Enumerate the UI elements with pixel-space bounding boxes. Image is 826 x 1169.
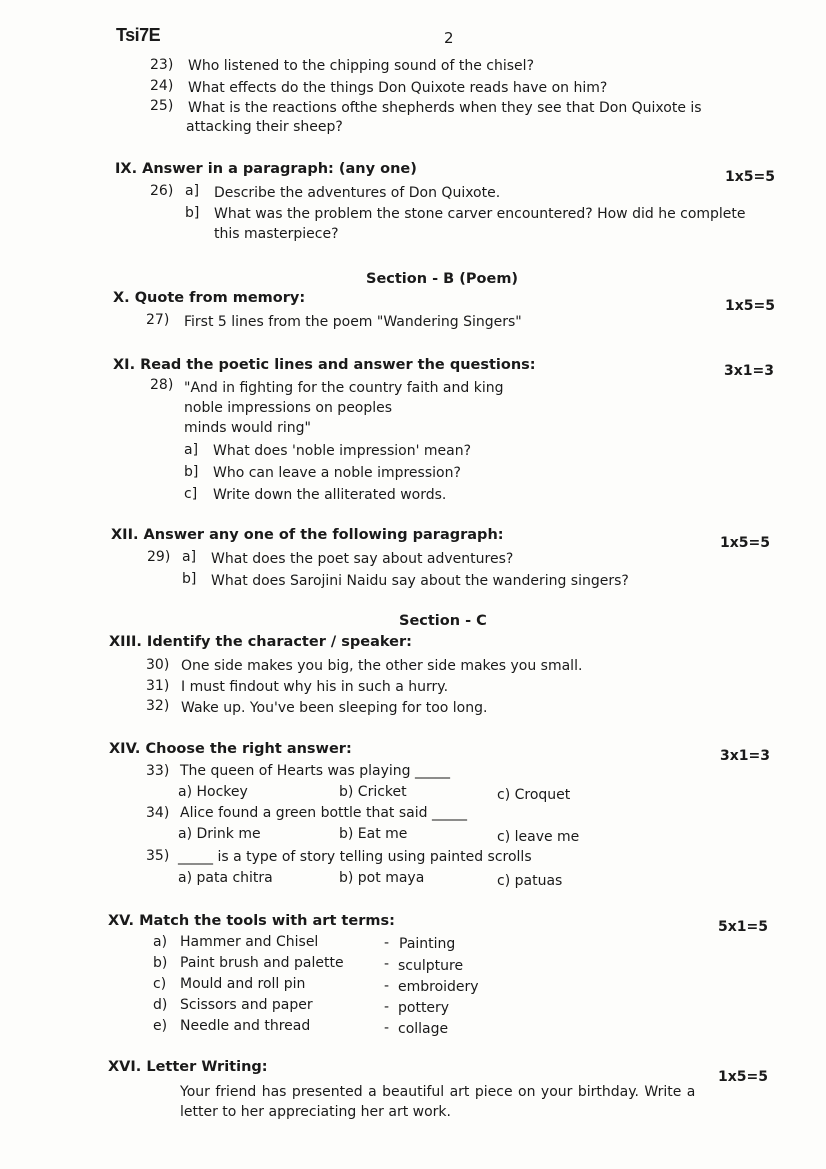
match-dash: - <box>384 999 390 1015</box>
section-heading-xiv: XIV. Choose the right answer: <box>109 741 352 757</box>
question-text: What was the problem the stone carver encountered? How did he complete <box>214 206 746 222</box>
question-number: 26) <box>150 183 174 199</box>
poem-line: "And in fighting for the country faith and king <box>184 380 504 396</box>
choice-option: b) Cricket <box>339 784 407 800</box>
marks: 1x5=5 <box>725 169 775 185</box>
match-term: sculpture <box>398 958 464 974</box>
question-text: Describe the adventures of Don Quixote. <box>214 185 501 201</box>
marks: 5x1=5 <box>718 919 768 935</box>
match-term: Painting <box>399 936 456 952</box>
choice-option: b) Eat me <box>339 826 408 842</box>
match-term: pottery <box>398 1000 450 1016</box>
question-number: 28) <box>150 377 174 393</box>
match-label: b) <box>153 955 168 971</box>
question-text: The queen of Hearts was playing _____ <box>180 763 450 779</box>
option-label: b] <box>184 464 199 480</box>
option-label: c] <box>184 486 198 502</box>
question-text: First 5 lines from the poem "Wandering Singers" <box>184 314 522 330</box>
question-text: Wake up. You've been sleeping for too long. <box>181 700 488 716</box>
match-tool: Hammer and Chisel <box>180 934 319 950</box>
question-text: What effects do the things Don Quixote reads have on him? <box>188 80 608 96</box>
question-text: One side makes you big, the other side makes you small. <box>181 658 583 674</box>
marks: 3x1=3 <box>724 363 774 379</box>
section-b-title: Section - B (Poem) <box>366 271 519 287</box>
section-heading-xvi: XVI. Letter Writing: <box>108 1059 268 1075</box>
match-dash: - <box>384 1020 390 1036</box>
marks: 1x5=5 <box>725 298 775 314</box>
question-text: Who listened to the chipping sound of the chisel? <box>188 58 534 74</box>
match-term: collage <box>398 1021 449 1037</box>
page-number: 2 <box>444 29 454 47</box>
match-tool: Needle and thread <box>180 1018 311 1034</box>
section-heading-xiii: XIII. Identify the character / speaker: <box>109 634 412 650</box>
option-label: a] <box>185 183 200 199</box>
section-heading-x: X. Quote from memory: <box>113 290 306 306</box>
question-number: 30) <box>146 657 170 673</box>
option-label: b] <box>185 205 200 221</box>
letter-prompt-line: Your friend has presented a beautiful art piece on your birthday. Write a <box>180 1084 696 1100</box>
section-heading-xii: XII. Answer any one of the following paragraph: <box>111 527 504 543</box>
question-text: What does the poet say about adventures? <box>211 551 514 567</box>
match-tool: Scissors and paper <box>180 997 313 1013</box>
match-label: e) <box>153 1018 168 1034</box>
poem-line: minds would ring" <box>184 420 311 436</box>
question-number: 27) <box>146 312 170 328</box>
question-text-continued: this masterpiece? <box>214 226 339 242</box>
letter-prompt-line: letter to her appreciating her art work. <box>180 1104 451 1120</box>
question-number: 33) <box>146 763 170 779</box>
choice-option: a) Hockey <box>178 784 248 800</box>
section-c-title: Section - C <box>399 613 487 629</box>
match-tool: Mould and roll pin <box>180 976 306 992</box>
question-number: 31) <box>146 678 170 694</box>
question-number: 24) <box>150 78 174 94</box>
question-text: Alice found a green bottle that said _____ <box>180 805 467 821</box>
question-number: 32) <box>146 698 170 714</box>
question-text: Who can leave a noble impression? <box>213 465 461 481</box>
marks: 3x1=3 <box>720 748 770 764</box>
question-text: What is the reactions ofthe shepherds when they see that Don Quixote is <box>188 100 702 116</box>
option-label: a] <box>182 549 197 565</box>
question-text: Write down the alliterated words. <box>213 487 447 503</box>
question-text: What does 'noble impression' mean? <box>213 443 471 459</box>
question-number: 35) <box>146 848 170 864</box>
question-text-continued: attacking their sheep? <box>186 119 343 135</box>
match-label: a) <box>153 934 168 950</box>
match-label: c) <box>153 976 167 992</box>
choice-option: a) Drink me <box>178 826 261 842</box>
section-heading-xi: XI. Read the poetic lines and answer the questions: <box>113 357 536 373</box>
match-term: embroidery <box>398 979 479 995</box>
match-label: d) <box>153 997 168 1013</box>
question-number: 23) <box>150 57 174 73</box>
section-heading-xv: XV. Match the tools with art terms: <box>108 913 395 929</box>
option-label: a] <box>184 442 199 458</box>
marks: 1x5=5 <box>720 535 770 551</box>
question-text: _____ is a type of story telling using painted scrolls <box>178 849 532 865</box>
marks: 1x5=5 <box>718 1069 768 1085</box>
poem-line: noble impressions on peoples <box>184 400 393 416</box>
section-heading-ix: IX. Answer in a paragraph: (any one) <box>115 161 417 177</box>
question-text: I must findout why his in such a hurry. <box>181 679 449 695</box>
paper-code: Tsi7E <box>116 25 161 45</box>
choice-option: c) leave me <box>497 829 580 845</box>
choice-option: c) patuas <box>497 873 563 889</box>
choice-option: b) pot maya <box>339 870 425 886</box>
match-dash: - <box>384 956 390 972</box>
question-number: 34) <box>146 805 170 821</box>
match-dash: - <box>384 978 390 994</box>
option-label: b] <box>182 571 197 587</box>
question-text: What does Sarojini Naidu say about the wandering singers? <box>211 573 629 589</box>
match-dash: - <box>384 935 390 951</box>
question-number: 25) <box>150 98 174 114</box>
choice-option: a) pata chitra <box>178 870 273 886</box>
question-number: 29) <box>147 549 171 565</box>
match-tool: Paint brush and palette <box>180 955 344 971</box>
choice-option: c) Croquet <box>497 787 571 803</box>
